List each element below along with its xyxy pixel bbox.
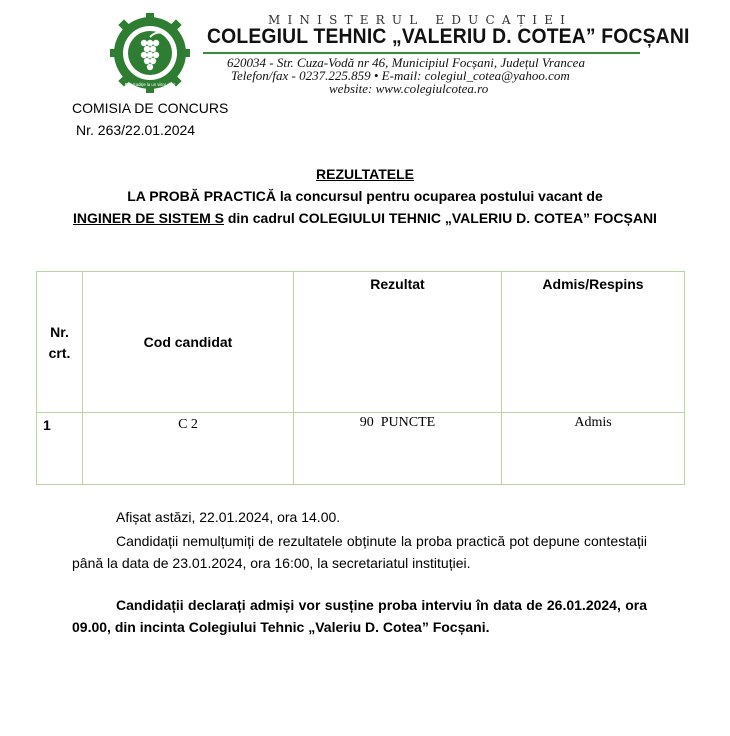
cell-code: C 2 (83, 413, 294, 485)
school-name: COLEGIUL TEHNIC „VALERIU D. COTEA” FOCȘANI (207, 25, 690, 48)
school-address: 620034 - Str. Cuza-Vodă nr 46, Municipiul Focșani, Județul Vrancea (227, 55, 585, 70)
document-number: Nr. 263/22.01.2024 (76, 122, 196, 138)
school-website: website: www.colegiulcotea.ro (329, 81, 489, 96)
position-name: INGINER DE SISTEM S (73, 210, 224, 226)
header-code: Cod candidat (83, 272, 294, 413)
school-contact: Telefon/fax - 0237.225.859 • E-mail: colegiul_cotea@yahoo.com (231, 68, 570, 83)
header-nr: Nr. crt. (37, 272, 83, 413)
posted-date: Afișat astăzi, 22.01.2024, ora 14.00. (116, 509, 341, 525)
results-table (36, 271, 685, 485)
position-institution: din cadrul COLEGIULUI TEHNIC „VALERIU D. COTEA” FOCȘANI (223, 210, 657, 226)
table-row (37, 413, 685, 485)
results-subtitle: LA PROBĂ PRACTICĂ la concursul pentru ocuparea postului vacant de (127, 188, 603, 204)
contest-note: Candidații nemulțumiți de rezultatele obținute la proba practică pot depune contestații până la data de 23.01.2024, ora 16:00, la secretariatul instituției. (72, 533, 647, 571)
ministry-name: MINISTERUL EDUCAȚIEI (268, 13, 573, 27)
header-result: Rezultat (294, 272, 502, 413)
school-logo (110, 13, 190, 93)
cell-result: 90 PUNCTE (294, 413, 502, 485)
cell-status: Admis (502, 413, 685, 485)
svg-text:Prin tradiție la un viitor dor: Prin tradiție la un viitor dorit (124, 82, 176, 87)
header-divider (203, 52, 640, 54)
commission-label: COMISIA DE CONCURS (72, 100, 229, 116)
results-title: REZULTATELE (316, 166, 414, 182)
table-header-row (37, 272, 685, 413)
header-status: Admis/Respins (502, 272, 685, 413)
position-line (0, 210, 730, 226)
cell-nr: 1 (37, 413, 83, 485)
interview-note: Candidații declarați admiși vor susține proba interviu în data de 26.01.2024, ora 09.00, din incinta Colegiului Tehnic „Valeriu D. Cotea” Focșani. (72, 597, 647, 635)
